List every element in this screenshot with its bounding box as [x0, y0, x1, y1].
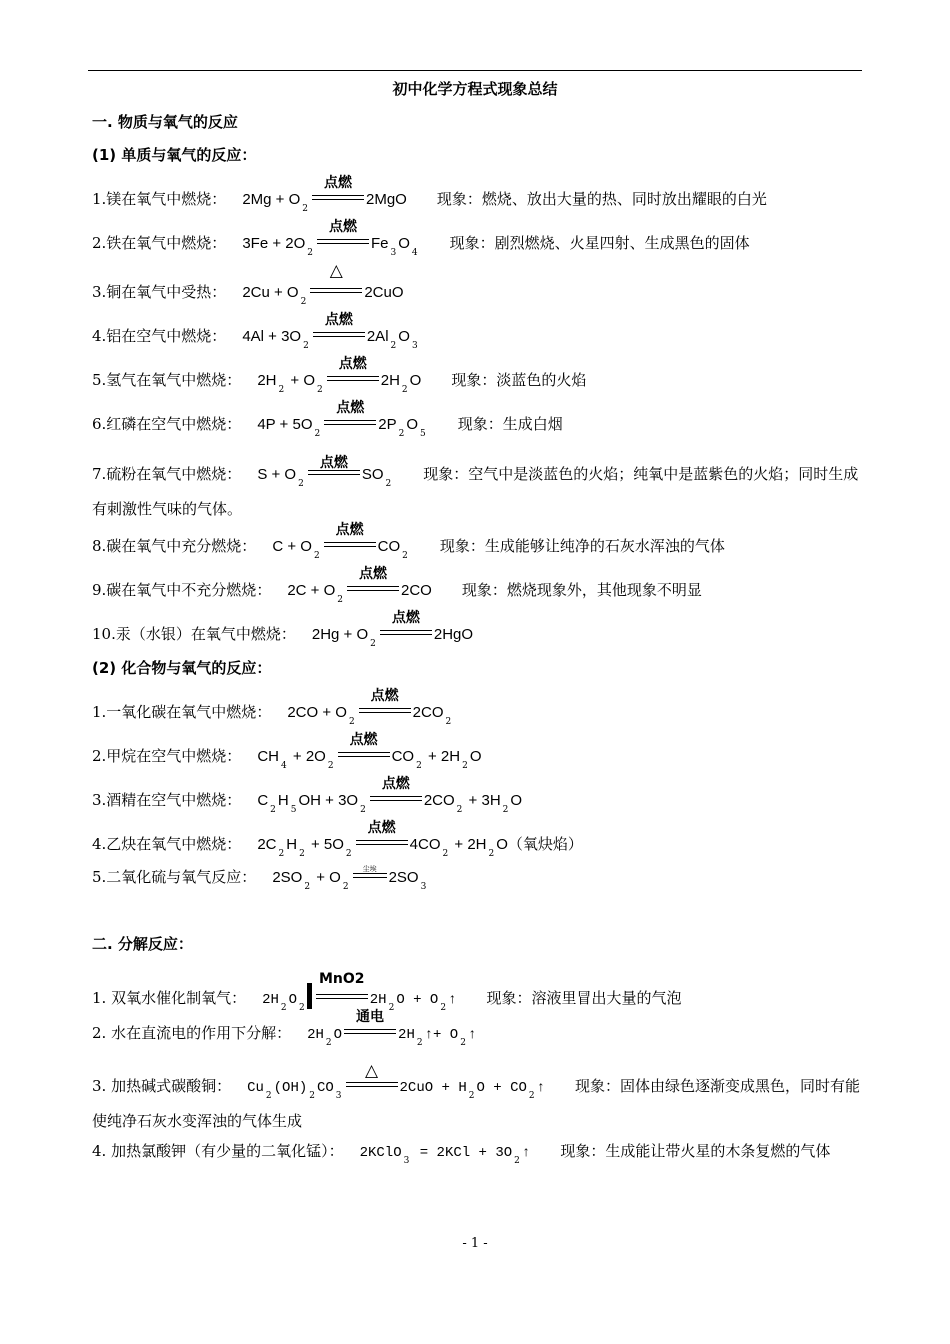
- formula-text: S + O: [257, 466, 297, 483]
- formula-text: 2H: [398, 1027, 415, 1043]
- formula-subscript: 2: [468, 1091, 475, 1101]
- formula-subscript: 2: [502, 805, 509, 815]
- formula-text: 2Hg + O: [311, 626, 369, 643]
- equation-line: [92, 566, 702, 605]
- reaction-condition: △: [329, 261, 343, 281]
- reaction-condition: 点燃: [367, 820, 396, 836]
- formula-subscript: 4: [411, 248, 418, 258]
- formula-subscript: 2: [388, 1003, 395, 1013]
- formula-subscript: 2: [401, 385, 408, 395]
- formula-text: 4P + 5O: [257, 416, 313, 433]
- formula-text: ↑: [521, 1145, 531, 1161]
- formula-subscript: 2: [416, 761, 422, 771]
- formula-text: Fe: [371, 235, 389, 252]
- formula-text: O: [496, 836, 508, 853]
- formula-text: C + O: [272, 538, 312, 555]
- formula-text: 2Mg + O: [242, 191, 301, 208]
- reaction-arrow-equals: [324, 522, 376, 551]
- formula-subscript: 2: [313, 551, 320, 561]
- reaction-name: 1. 双氧水催化制氧气：: [92, 989, 247, 1007]
- formula-text: 4CO: [409, 836, 441, 853]
- equation-line: [92, 261, 404, 307]
- formula-text: CH: [257, 748, 279, 765]
- reaction-arrow-equals: [370, 776, 422, 805]
- equation-line: [92, 820, 583, 859]
- equation-line: [92, 356, 587, 395]
- reaction-condition: 点燃: [335, 522, 364, 538]
- reaction-name: 4. 加热氯酸钾（有少量的二氧化锰）：: [92, 1142, 344, 1160]
- formula-subscript: 2: [442, 849, 449, 859]
- formula-subscript: 3: [411, 341, 418, 351]
- formula-text: + 5O: [306, 836, 344, 853]
- formula-text: 2SO: [272, 869, 303, 886]
- formula-text: OH + 3O: [298, 792, 359, 809]
- equation-line: [92, 732, 482, 771]
- formula-text: + 2O: [288, 748, 326, 765]
- formula-text: O + CO: [476, 1080, 527, 1096]
- equation-line: [92, 688, 453, 727]
- phenomenon-text: 现象：生成白烟: [457, 415, 563, 433]
- equation-line: [92, 1061, 862, 1137]
- formula-text: 2H: [380, 372, 400, 389]
- formula-subscript: 2: [307, 248, 313, 258]
- formula-text: + 3H: [464, 792, 501, 809]
- formula-text: Cu: [247, 1080, 264, 1096]
- formula-text: 2CuO: [364, 284, 404, 301]
- formula-text: O: [288, 992, 298, 1008]
- formula-subscript: 5: [290, 805, 297, 815]
- phenomenon-text: 现象：淡蓝色的火焰: [451, 371, 587, 389]
- formula-text: H: [277, 792, 289, 809]
- formula-subscript: 2: [337, 595, 343, 605]
- reaction-condition: 尘埃: [362, 865, 377, 873]
- formula-text: 2C: [257, 836, 277, 853]
- equation-line: [92, 312, 420, 351]
- formula-subscript: 3: [335, 1091, 342, 1101]
- formula-subscript: 2: [398, 429, 405, 439]
- reaction-name: 4.铝在空气中燃烧：: [92, 327, 227, 345]
- subsection-1-heading: (1) 单质与氧气的反应：: [92, 146, 257, 164]
- reaction-arrow-equals: [338, 732, 390, 761]
- reaction-name: 1.镁在氧气中燃烧：: [92, 190, 227, 208]
- formula-text: O: [469, 748, 482, 765]
- reaction-arrow-equals: [312, 175, 364, 204]
- reaction-condition: 通电: [356, 1009, 385, 1025]
- equation-line: [92, 400, 563, 439]
- reaction-condition: 点燃: [324, 175, 352, 191]
- formula-subscript: 5: [420, 429, 426, 439]
- formula-text: 4Al + 3O: [242, 328, 302, 345]
- formula-text: + 2H: [450, 836, 487, 853]
- equation-line: [92, 865, 428, 892]
- formula-subscript: 2: [345, 849, 352, 859]
- formula-subscript: 2: [327, 761, 334, 771]
- formula-subscript: 2: [309, 1091, 315, 1101]
- formula-text: 2MgO: [366, 191, 407, 208]
- reaction-arrow-equals: [317, 219, 369, 248]
- formula-text: C: [257, 792, 269, 809]
- document-title: 初中化学方程式现象总结: [392, 80, 558, 98]
- reaction-condition: △: [364, 1061, 379, 1081]
- formula-text: 2H: [257, 372, 277, 389]
- subsection-2-heading: (2) 化合物与氧气的反应：: [92, 659, 272, 677]
- formula-subscript: 3: [403, 1156, 410, 1166]
- formula-text: SO: [361, 466, 384, 483]
- reaction-name: 10.汞（水银）在氧气中燃烧：: [92, 625, 296, 643]
- formula-subscript: 2: [299, 1003, 305, 1013]
- reaction-name: 2.铁在氧气中燃烧：: [92, 234, 227, 252]
- reaction-arrow-equals: [344, 1009, 396, 1038]
- formula-text: = 2KCl + 3O: [411, 1145, 513, 1161]
- formula-text: 2C + O: [287, 582, 336, 599]
- formula-text: + O: [286, 372, 315, 389]
- formula-subscript: 2: [416, 1038, 423, 1048]
- reaction-condition: MnO2: [319, 971, 365, 987]
- formula-text: (OH): [273, 1080, 308, 1096]
- phenomenon-text: 现象：溶液里冒出大量的气泡: [486, 989, 682, 1007]
- formula-text: 2CO: [412, 704, 444, 721]
- formula-subscript: 2: [302, 204, 308, 214]
- reaction-arrow-equals: [313, 312, 365, 341]
- formula-text: ↑: [448, 992, 457, 1008]
- formula-text: 3Fe + 2O: [242, 235, 306, 252]
- formula-subscript: 2: [304, 882, 311, 892]
- phenomenon-text: 现象：燃烧、放出大量的热、同时放出耀眼的白光: [436, 190, 767, 208]
- phenomenon-text: 现象：燃烧现象外，其他现象不明显: [461, 581, 702, 599]
- formula-subscript: 2: [348, 717, 355, 727]
- reaction-arrow-equals: [346, 1061, 398, 1091]
- phenomenon-text: 现象：空气中是淡蓝色的火焰；纯氧中是蓝紫色的火焰；同时生成有刺激性气味的气体。: [92, 465, 859, 518]
- reaction-condition: 点燃: [349, 732, 378, 748]
- reaction-arrow-equals: [308, 455, 360, 479]
- reaction-name: 3.酒精在空气中燃烧：: [92, 791, 242, 809]
- page-number: - 1 -: [462, 1236, 488, 1251]
- section-1-heading: 一. 物质与氧气的反应: [92, 113, 238, 131]
- reaction-name: 2. 水在直流电的作用下分解：: [92, 1024, 292, 1042]
- formula-subscript: 2: [528, 1091, 535, 1101]
- reaction-name: 1.一氧化碳在氧气中燃烧：: [92, 703, 272, 721]
- phenomenon-text: 现象：生成能够让纯净的石灰水浑浊的气体: [439, 537, 725, 555]
- reaction-condition: 点燃: [319, 455, 348, 471]
- formula-subscript: 2: [342, 882, 349, 892]
- formula-text: O: [398, 235, 410, 252]
- formula-subscript: 2: [462, 761, 468, 771]
- formula-subscript: 2: [299, 849, 305, 859]
- formula-text: 2Cu + O: [242, 284, 299, 301]
- equation-line: [92, 610, 474, 649]
- formula-text: 2CO + O: [287, 704, 347, 721]
- catalyst-bar: [307, 983, 312, 1009]
- phenomenon-text: （氧炔焰）: [507, 835, 583, 853]
- reaction-condition: 点燃: [324, 312, 353, 328]
- reaction-arrow-equals: [327, 356, 379, 385]
- formula-text: 2Al: [366, 328, 389, 345]
- formula-text: 2H: [262, 992, 279, 1008]
- section-2-heading: 二. 分解反应：: [92, 935, 193, 953]
- reaction-name: 8.碳在氧气中充分燃烧：: [92, 537, 257, 555]
- reaction-name: 2.甲烷在空气中燃烧：: [92, 747, 242, 765]
- formula-text: ↑+ O: [424, 1027, 459, 1043]
- reaction-name: 9.碳在氧气中不充分燃烧：: [92, 581, 272, 599]
- formula-subscript: 2: [514, 1156, 520, 1166]
- formula-text: CO: [391, 748, 415, 765]
- phenomenon-text: 现象：剧烈燃烧、火星四射、生成黑色的固体: [449, 234, 750, 252]
- formula-text: + 2H: [423, 748, 461, 765]
- equation-line: [92, 175, 767, 214]
- formula-text: 2KClO: [359, 1145, 402, 1161]
- formula-subscript: 2: [402, 551, 408, 561]
- reaction-condition: 点燃: [381, 776, 410, 792]
- reaction-condition: 点燃: [336, 400, 365, 416]
- formula-subscript: 2: [270, 805, 276, 815]
- reaction-arrow-equals: [380, 610, 432, 639]
- formula-subscript: 2: [445, 717, 452, 727]
- formula-subscript: 2: [303, 341, 309, 351]
- reaction-arrow-equals: [356, 820, 408, 849]
- equation-line: [92, 219, 750, 258]
- equation-line: [92, 455, 862, 525]
- formula-subscript: 2: [360, 805, 366, 815]
- formula-text: 2CO: [401, 582, 432, 599]
- formula-text: ↑: [536, 1080, 546, 1096]
- formula-subscript: 4: [280, 761, 287, 771]
- formula-subscript: 2: [278, 385, 285, 395]
- reaction-name: 7.硫粉在氧气中燃烧：: [92, 465, 242, 483]
- reaction-condition: 点燃: [338, 356, 367, 372]
- formula-subscript: 2: [370, 639, 376, 649]
- reaction-arrow-equals: [347, 566, 399, 595]
- formula-subscript: 2: [317, 385, 323, 395]
- equation-line: [92, 776, 523, 815]
- formula-subscript: 2: [460, 1038, 466, 1048]
- formula-text: CO: [316, 1080, 334, 1096]
- formula-subscript: 2: [298, 479, 304, 489]
- equation-line: [92, 1135, 862, 1170]
- formula-text: O: [510, 792, 523, 809]
- formula-text: CO: [377, 538, 401, 555]
- formula-subscript: 3: [390, 248, 397, 258]
- phenomenon-text: 现象：固体由绿色逐渐变成黑色，同时有能使纯净石灰水变浑浊的气体生成: [92, 1077, 861, 1130]
- top-rule: [88, 70, 862, 71]
- reaction-name: 4.乙炔在氧气中燃烧：: [92, 835, 242, 853]
- equation-line: [92, 1009, 477, 1048]
- formula-text: ↑: [467, 1027, 477, 1043]
- formula-text: 2SO: [388, 869, 419, 886]
- reaction-name: 3.铜在氧气中受热：: [92, 283, 227, 301]
- equation-line: [92, 971, 682, 1013]
- equation-line: [92, 522, 725, 561]
- formula-text: O: [409, 372, 422, 389]
- reaction-condition: 点燃: [370, 688, 399, 704]
- formula-text: 2CuO + H: [399, 1080, 467, 1096]
- reaction-condition: 点燃: [359, 566, 387, 582]
- formula-text: O: [333, 1027, 343, 1043]
- reaction-arrow-equals: [316, 971, 368, 1003]
- reaction-name: 5.氢气在氧气中燃烧：: [92, 371, 242, 389]
- formula-text: 2P: [378, 416, 397, 433]
- reaction-name: 5.二氧化硫与氧气反应：: [92, 868, 257, 886]
- formula-subscript: 3: [420, 882, 427, 892]
- reaction-arrow-equals: [310, 261, 362, 297]
- reaction-arrow-equals: [359, 688, 411, 717]
- formula-text: 2H: [307, 1027, 324, 1043]
- formula-text: + O: [312, 869, 341, 886]
- formula-subscript: 2: [385, 479, 392, 489]
- formula-text: H: [286, 836, 298, 853]
- reaction-condition: 点燃: [391, 610, 420, 626]
- formula-subscript: 2: [300, 297, 307, 307]
- formula-subscript: 2: [278, 849, 285, 859]
- formula-text: 2H: [369, 992, 387, 1008]
- formula-subscript: 2: [390, 341, 397, 351]
- reaction-arrow-equals: [353, 865, 387, 882]
- reaction-name: 6.红磷在空气中燃烧：: [92, 415, 242, 433]
- reaction-arrow-equals: [324, 400, 376, 429]
- formula-subscript: 2: [456, 805, 463, 815]
- formula-subscript: 2: [440, 1003, 447, 1013]
- formula-subscript: 2: [265, 1091, 272, 1101]
- phenomenon-text: 现象：生成能让带火星的木条复燃的气体: [560, 1142, 831, 1160]
- reaction-condition: 点燃: [329, 219, 357, 235]
- reaction-name: 3. 加热碱式碳酸铜：: [92, 1077, 232, 1095]
- formula-subscript: 2: [488, 849, 495, 859]
- formula-subscript: 2: [325, 1038, 332, 1048]
- formula-text: O: [406, 416, 418, 433]
- formula-subscript: 2: [280, 1003, 287, 1013]
- formula-text: 2CO: [423, 792, 455, 809]
- formula-text: O + O: [396, 992, 439, 1008]
- formula-text: 2HgO: [433, 626, 474, 643]
- formula-subscript: 2: [314, 429, 321, 439]
- formula-text: O: [398, 328, 410, 345]
